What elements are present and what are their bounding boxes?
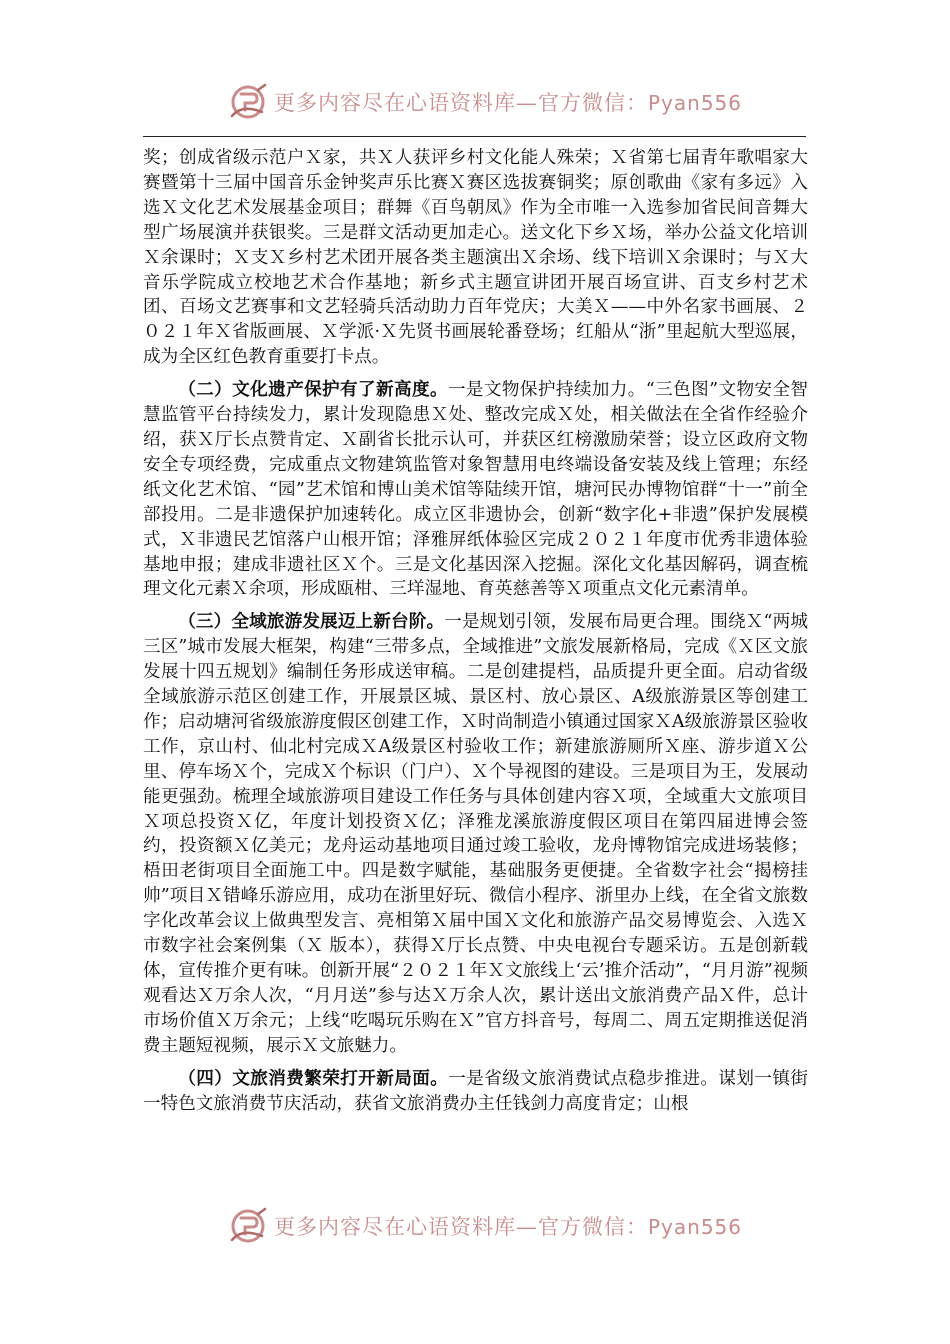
section-heading: （三）全域旅游发展迈上新台阶。 [178, 611, 445, 633]
paragraph-continued: 奖；创成省级示范户Ｘ家，共Ｘ人获评乡村文化能人殊荣；Ｘ省第七届青年歌唱家大赛暨第十三届中国音乐金钟奖声乐比赛Ｘ赛区选拔赛铜奖；原创歌曲《家有多远》入选Ｘ文化艺术发展基金项目；群舞《百鸟朝凤》作为全市唯一入选参加省民间音舞大型广场展演并获银奖。三是群文活动更加走心。送文化下乡Ｘ场，举办公益文化培训Ｘ余课时；Ｘ支Ｘ乡村艺术团开展各类主题演出Ｘ余场、线下培训Ｘ余课时；与Ｘ大音乐学院成立校地艺术合作基地；新乡式主题宣讲团开展百场宣讲、百支乡村艺术团、百场文艺赛事和文艺轻骑兵活动助力百年党庆；大美Ｘ——中外名家书画展、２０２１年Ｘ省版画展、Ｘ学派·Ｘ先贤书画展轮番登场；红船从“浙”里起航大型巡展，成为全区红色教育重要打卡点。 [143, 148, 808, 368]
watermark-wechat-id: Pyan556 [648, 91, 743, 115]
watermark-text: 更多内容尽在心语资料库—官方微信：Pyan556 [274, 1215, 743, 1239]
paragraph-consumption: （四）文旅消费繁荣打开新局面。一是省级文旅消费试点稳步推进。谋划一镇街一特色文旅消费节庆活动，获省文旅消费办主任钱剑力高度肯定；山根 [143, 1067, 808, 1114]
paragraph-tourism: （三）全域旅游发展迈上新台阶。一是规划引领，发展布局更合理。围绕Ｘ“两城三区”城市发展大框架，构建“三带多点，全域推进”文旅发展新格局，完成《Ｘ区文旅发展十四五规划》编制任务形成送审稿。二是创建提档，品质提升更全面。启动省级全域旅游示范区创建工作，开展景区城、景区村、放心景区、A级旅游景区等创建工作；启动塘河省级旅游度假区创建工作，Ｘ时尚制造小镇通过国家ＸA级旅游景区验收工作，京山村、仙北村完成ＸA级景区村验收工作；新建旅游厕所Ｘ座、游步道Ｘ公里、停车场Ｘ个，完成Ｘ个标识（门户）、Ｘ个导视图的建设。三是项目为王，发展动能更强劲。梳理全域旅游项目建设工作任务与具体创建内容Ｘ项，全域重大文旅项目Ｘ项总投资Ｘ亿，年度计划投资Ｘ亿；泽雅龙溪旅游度假区项目在第四届进博会签约，投资额Ｘ亿美元；龙舟运动基地项目通过竣工验收，龙舟博物馆完成进场装修；梧田老街项目全面施工中。四是数字赋能，基础服务更便捷。全省数字社会“揭榜挂帅”项目Ｘ错峰乐游应用，成功在浙里好玩、微信小程序、浙里办上线，在全省文旅数字化改革会议上做典型发言、亮相第Ｘ届中国Ｘ文化和旅游产品交易博览会、入选Ｘ市数字社会案例集（Ｘ 版本），获得Ｘ厅长点赞、中央电视台专题采访。五是创新载体，宣传推介更有味。创新开展“２０２１年Ｘ文旅线上‘云’推介活动”，“月月游”视频观看达Ｘ万余人次，“月月送”参与达Ｘ万余人次，累计送出文旅消费产品Ｘ件，总计市场价值Ｘ万余元；上线“吃喝玩乐购在Ｘ”官方抖音号，每周二、周五定期推送促消费主题短视频，展示Ｘ文旅魅力。 [143, 611, 808, 1056]
watermark-logo-icon [228, 82, 268, 122]
watermark-banner-bottom [0, 1200, 950, 1256]
header-divider [143, 136, 806, 137]
section-heading: （二）文化遗产保护有了新高度。 [178, 379, 448, 401]
watermark-logo-icon [228, 1206, 268, 1246]
document-body [143, 146, 808, 1116]
watermark-text: 更多内容尽在心语资料库—官方微信：Pyan556 [274, 91, 743, 115]
watermark-banner-top [0, 76, 950, 132]
paragraph-cultural-heritage: （二）文化遗产保护有了新高度。一是文物保护持续加力。“三色图”文物安全智慧监管平台持续发力，累计发现隐患Ｘ处、整改完成Ｘ处，相关做法在全省作经验介绍，获Ｘ厅长点赞肯定、Ｘ副省长批示认可，并获区红榜激励荣誉；设立区政府文物安全专项经费，完成重点文物建筑监管对象智慧用电终端设备安装及线上管理；东经纸文化艺术馆、“园”艺术馆和博山美术馆等陆续开馆，塘河民办博物馆群“十一”前全部投用。二是非遗保护加速转化。成立区非遗协会，创新“数字化+非遗”保护发展模式，Ｘ非遗民艺馆落户山根开馆；泽雅屏纸体验区完成２０２１年度市优秀非遗体验基地申报；建成非遗社区Ｘ个。三是文化基因深入挖掘。深化文化基因解码，调查梳理文化元素Ｘ余项，形成瓯柑、三垟湿地、育英慈善等Ｘ项重点文化元素清单。 [143, 379, 808, 600]
watermark-wechat-id: Pyan556 [648, 1215, 743, 1239]
section-heading: （四）文旅消费繁荣打开新局面。 [178, 1067, 449, 1089]
